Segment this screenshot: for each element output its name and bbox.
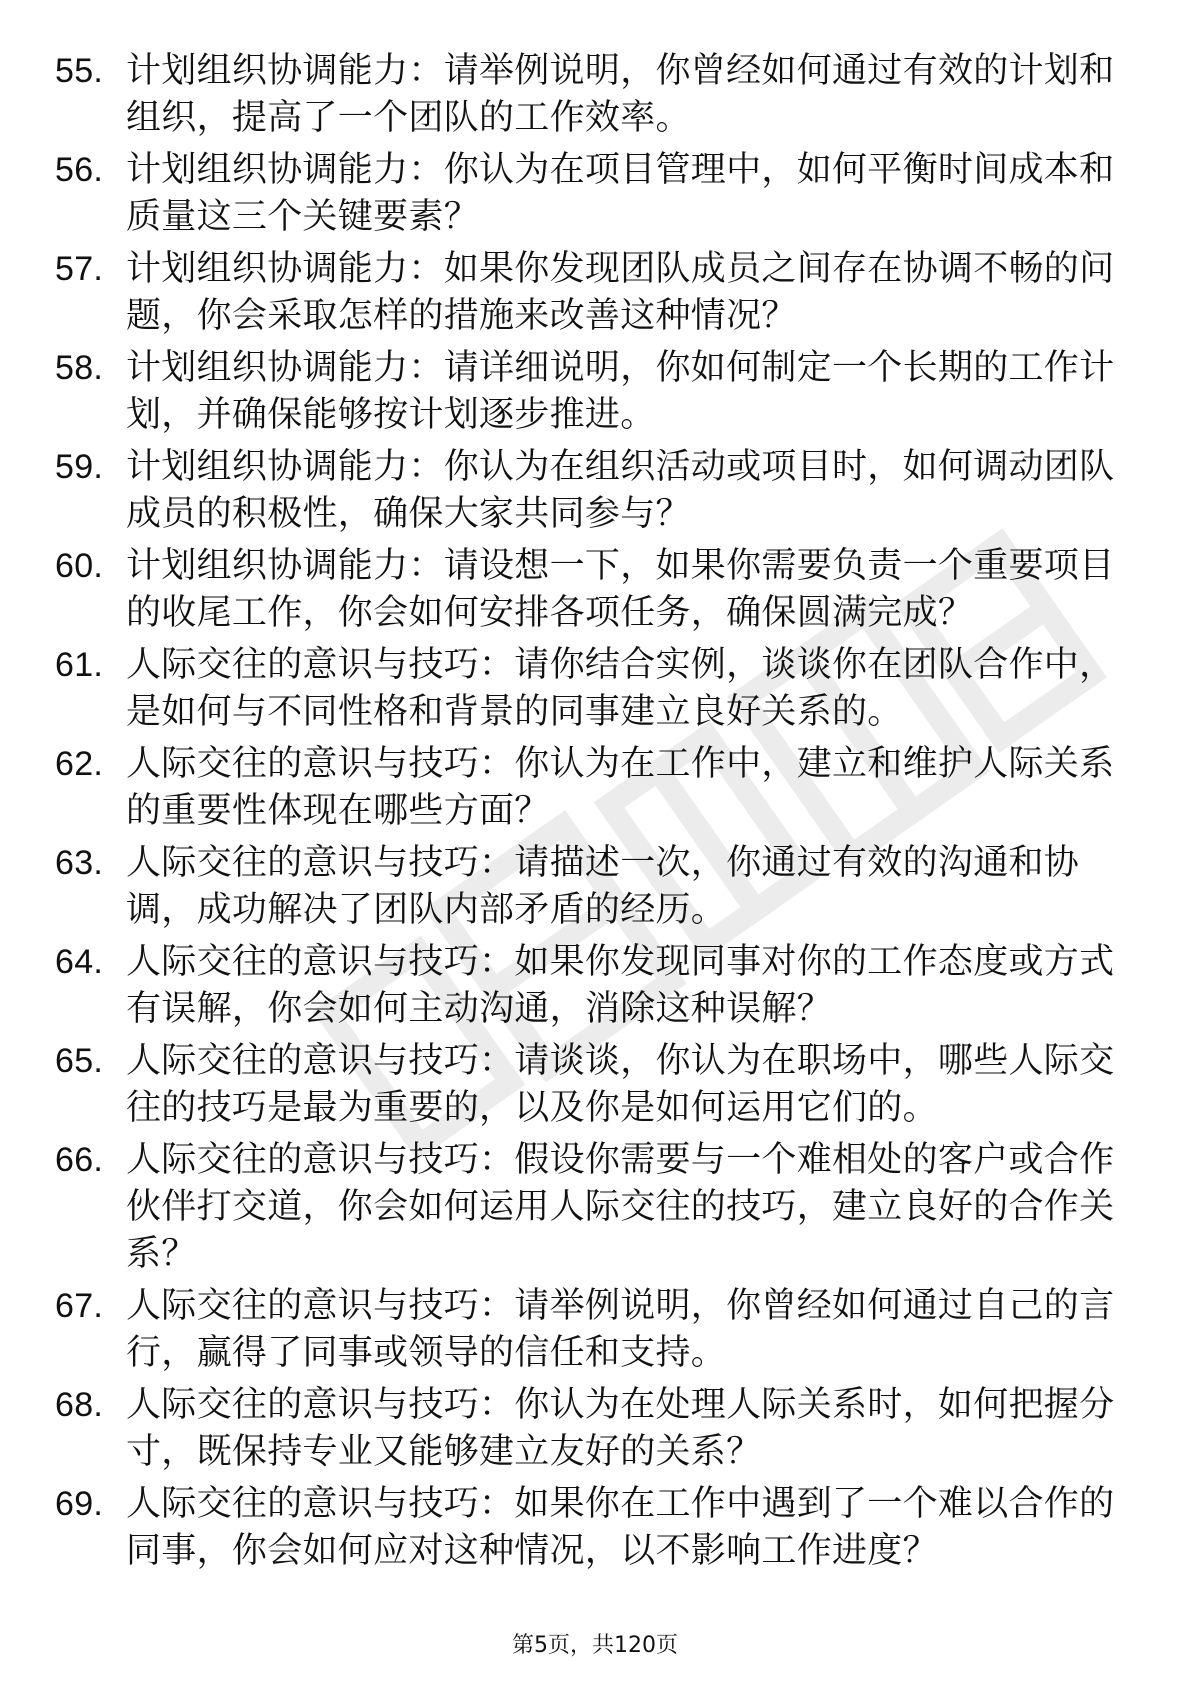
question-number: 67. [55, 1287, 104, 1325]
question-item [0, 345, 1190, 439]
question-number: 65. [55, 1042, 104, 1080]
question-text: 人际交往的意识与技巧：请你结合实例，谈谈你在团队合作中，是如何与不同性格和背景的同事建立良好关系的。 [126, 645, 1115, 732]
question-number: 59. [55, 448, 104, 486]
question-text: 人际交往的意识与技巧：假设你需要与一个难相处的客户或合作伙伴打交道，你会如何运用人际交往的技巧，建立良好的合作关系？ [126, 1140, 1115, 1274]
question-item [0, 147, 1190, 241]
question-text: 人际交往的意识与技巧：请描述一次，你通过有效的沟通和协调，成功解决了团队内部矛盾的经历。 [126, 843, 1080, 930]
question-text: 计划组织协调能力：你认为在项目管理中，如何平衡时间成本和质量这三个关键要素？ [126, 150, 1115, 237]
question-item [0, 939, 1190, 1033]
question-number: 66. [55, 1141, 104, 1179]
question-text: 人际交往的意识与技巧：请谈谈，你认为在职场中，哪些人际交往的技巧是最为重要的，以及你是如何运用它们的。 [126, 1041, 1115, 1128]
question-number: 60. [55, 547, 104, 585]
question-number: 68. [55, 1386, 104, 1424]
question-text: 计划组织协调能力：请举例说明，你曾经如何通过有效的计划和组织，提高了一个团队的工作效率。 [126, 51, 1115, 138]
question-number: 57. [55, 250, 104, 288]
page-footer: 第5页，共120页 [512, 1633, 678, 1658]
question-text: 计划组织协调能力：请详细说明，你如何制定一个长期的工作计划，并确保能够按计划逐步推进。 [126, 348, 1115, 435]
question-text: 计划组织协调能力：如果你发现团队成员之间存在协调不畅的问题，你会采取怎样的措施来改善这种情况？ [126, 249, 1115, 336]
question-item [0, 1137, 1190, 1278]
question-item [0, 1481, 1190, 1575]
question-number: 55. [55, 52, 104, 90]
question-item [0, 741, 1190, 835]
question-number: 61. [55, 646, 104, 684]
question-text: 人际交往的意识与技巧：请举例说明，你曾经如何通过自己的言行，赢得了同事或领导的信任和支持。 [126, 1286, 1115, 1373]
question-item [0, 642, 1190, 736]
question-item [0, 543, 1190, 637]
question-text: 计划组织协调能力：你认为在组织活动或项目时，如何调动团队成员的积极性，确保大家共同参与？ [126, 447, 1115, 534]
question-number: 63. [55, 844, 104, 882]
question-text: 人际交往的意识与技巧：你认为在工作中，建立和维护人际关系的重要性体现在哪些方面？ [126, 744, 1115, 831]
question-item [0, 1382, 1190, 1476]
question-item [0, 1283, 1190, 1377]
question-item [0, 1038, 1190, 1132]
question-number: 64. [55, 943, 104, 981]
question-item [0, 48, 1190, 142]
question-item [0, 246, 1190, 340]
question-number: 62. [55, 745, 104, 783]
question-text: 人际交往的意识与技巧：如果你在工作中遇到了一个难以合作的同事，你会如何应对这种情况，以不影响工作进度？ [126, 1484, 1115, 1571]
question-text: 人际交往的意识与技巧：如果你发现同事对你的工作态度或方式有误解，你会如何主动沟通，消除这种误解？ [126, 942, 1115, 1029]
question-item [0, 444, 1190, 538]
question-number: 69. [55, 1485, 104, 1523]
question-list [0, 48, 1190, 1580]
question-number: 58. [55, 349, 104, 387]
question-text: 计划组织协调能力：请设想一下，如果你需要负责一个重要项目的收尾工作，你会如何安排各项任务，确保圆满完成？ [126, 546, 1115, 633]
question-item [0, 840, 1190, 934]
question-number: 56. [55, 151, 104, 189]
question-text: 人际交往的意识与技巧：你认为在处理人际关系时，如何把握分寸，既保持专业又能够建立友好的关系？ [126, 1385, 1115, 1472]
